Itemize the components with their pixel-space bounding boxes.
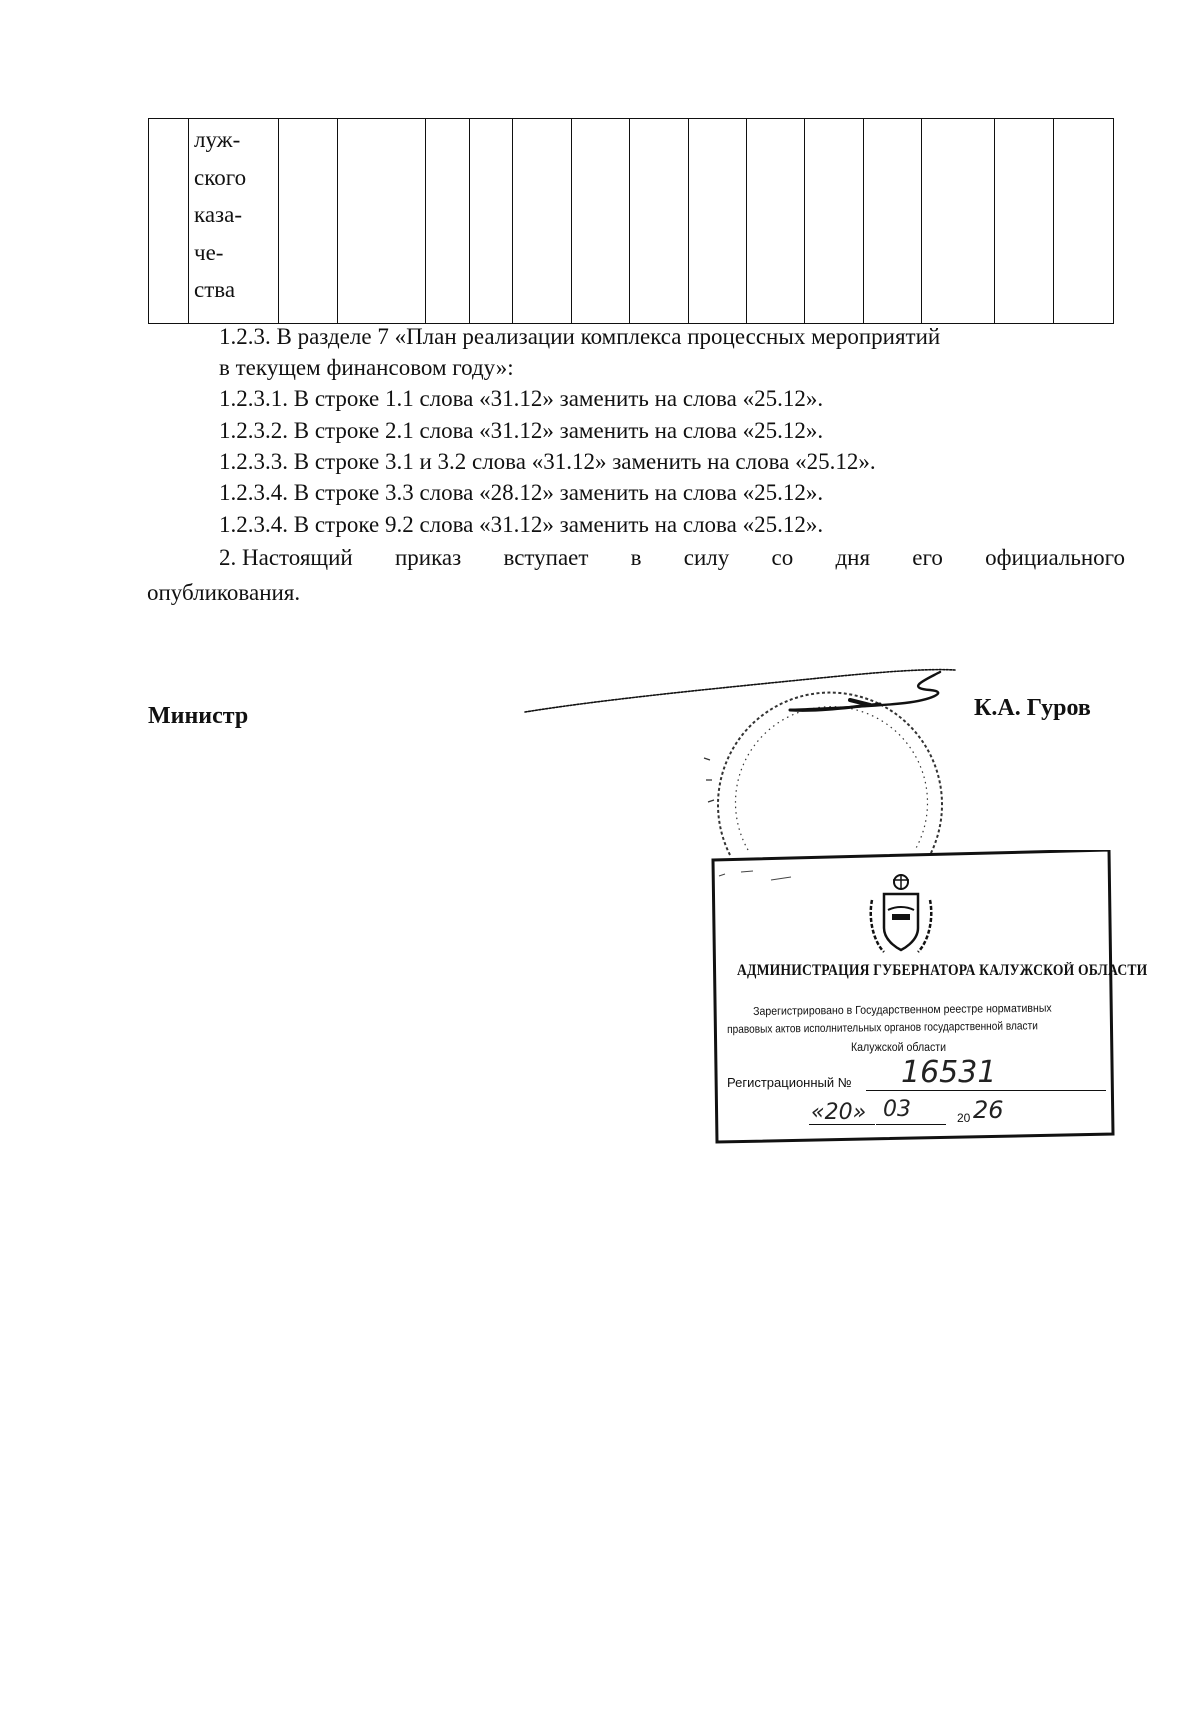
paragraph-2-continued: опубликования.	[147, 580, 301, 605]
registration-number-line	[866, 1090, 1106, 1091]
word: дня	[835, 545, 871, 570]
paragraph-1-2-3-continued: в текущем финансовом году»:	[219, 355, 514, 380]
date-month-line	[876, 1124, 946, 1125]
date-day-line	[809, 1124, 875, 1125]
date-month: 03	[883, 1097, 911, 1122]
registration-number: 16531	[901, 1055, 997, 1090]
signatory-position: Министр	[148, 703, 249, 729]
word: его	[912, 545, 943, 570]
paragraph-1-2-3-2: 1.2.3.2. В строке 2.1 слова «31.12» заменить на слова «25.12».	[219, 418, 824, 443]
word: со	[771, 545, 794, 570]
registration-number-label: Регистрационный №	[727, 1075, 852, 1090]
stamp-line-1: Зарегистрировано в Государственном реестре нормативных	[753, 1002, 1052, 1018]
cell-line: ства	[194, 277, 236, 302]
cell-line: каза-	[194, 202, 242, 227]
paragraph-1-2-3-4a: 1.2.3.4. В строке 3.3 слова «28.12» заменить на слова «25.12».	[219, 480, 824, 505]
round-seal	[704, 693, 942, 855]
date-day: «20»	[811, 1100, 867, 1125]
paragraph-1-2-3-3: 1.2.3.3. В строке 3.1 и 3.2 слова «31.12» заменить на слова «25.12».	[219, 449, 876, 474]
stamp-title: АДМИНИСТРАЦИЯ ГУБЕРНАТОРА КАЛУЖСКОЙ ОБЛАСТИ	[737, 962, 1148, 979]
date-year-suffix: 26	[973, 1096, 1004, 1124]
stamp-line-2: правовых актов исполнительных органов государственной власти	[727, 1020, 1038, 1036]
date-year-prefix: 20	[957, 1111, 971, 1125]
word: в	[630, 545, 642, 570]
handwritten-signature	[525, 670, 955, 712]
word: силу	[683, 545, 730, 570]
word: официального	[985, 545, 1125, 570]
coat-of-arms-icon	[866, 870, 936, 960]
signatory-name: К.А. Гуров	[974, 695, 1091, 721]
paragraph-1-2-3-4b: 1.2.3.4. В строке 9.2 слова «31.12» заменить на слова «25.12».	[219, 512, 824, 537]
paragraph-1-2-3-1: 1.2.3.1. В строке 1.1 слова «31.12» заменить на слова «25.12».	[219, 386, 824, 411]
cell-line: че-	[194, 239, 224, 265]
stamp-line-3: Калужской области	[851, 1042, 947, 1054]
word: вступает	[503, 545, 589, 570]
cell-line: луж-	[194, 127, 241, 152]
word: 2. Настоящий	[219, 545, 353, 570]
registration-stamp	[711, 850, 1148, 1146]
cell-line: ского	[194, 164, 247, 190]
paragraph-1-2-3: 1.2.3. В разделе 7 «План реализации комплекса процессных мероприятий	[219, 324, 941, 349]
word: приказ	[394, 545, 462, 570]
